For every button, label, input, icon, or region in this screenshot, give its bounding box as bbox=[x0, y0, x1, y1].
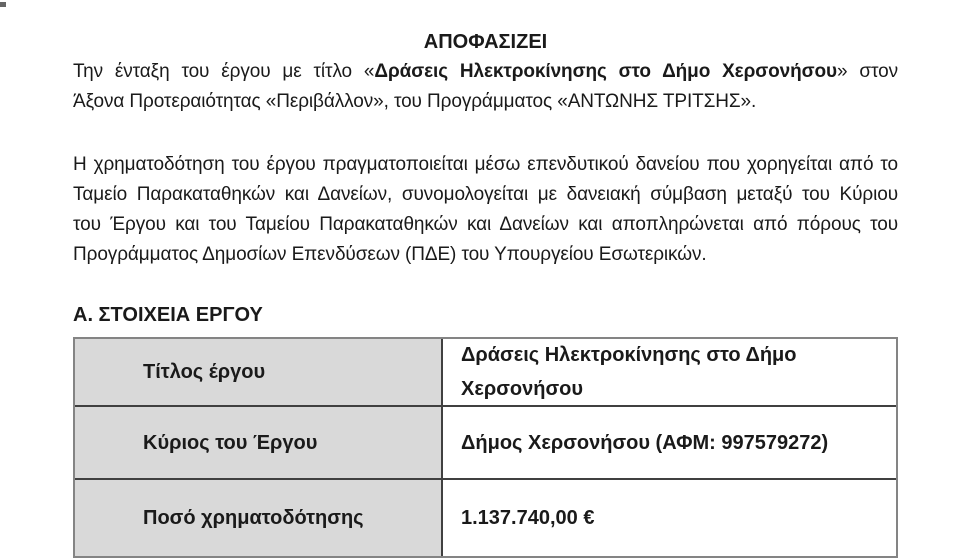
funding-paragraph bbox=[73, 150, 898, 270]
section-heading-project-info: Α. ΣΤΟΙΧΕΙΑ ΕΡΓΟΥ bbox=[73, 304, 263, 326]
row-label-cell bbox=[75, 339, 443, 405]
project-title-bold: Δράσεις Ηλεκτροκίνησης στο Δήμο Χερσονήσου bbox=[374, 61, 837, 82]
project-info-table bbox=[73, 337, 898, 558]
row-label: Ποσό χρηματοδότησης bbox=[143, 507, 364, 529]
row-label-cell bbox=[75, 407, 443, 478]
row-label: Κύριος του Έργου bbox=[143, 431, 318, 454]
row-value-cell bbox=[443, 407, 896, 478]
table-row-project-owner bbox=[75, 407, 896, 480]
row-label-cell bbox=[75, 480, 443, 556]
row-value-cell bbox=[443, 480, 896, 556]
decision-line-post: » στον bbox=[837, 61, 898, 82]
row-value: Δράσεις Ηλεκτροκίνησης στο Δήμο Χερσονήσου bbox=[461, 344, 797, 400]
row-label: Τίτλος έργου bbox=[143, 361, 266, 383]
row-value: 1.137.740,00 € bbox=[461, 507, 595, 529]
decision-line-pre: Την ένταξη του έργου με τίτλο « bbox=[73, 61, 375, 82]
row-value-cell bbox=[443, 339, 896, 405]
table-row-funding-amount bbox=[75, 480, 896, 556]
decision-paragraph bbox=[73, 57, 898, 117]
decision-paragraph-line-1 bbox=[73, 57, 898, 87]
row-value: Δήμος Χερσονήσου (ΑΦΜ: 997579272) bbox=[461, 431, 829, 454]
funding-paragraph-line-4: Προγράμματος Δημοσίων Επενδύσεων (ΠΔΕ) του Υπουργείου Εσωτερικών. bbox=[73, 244, 707, 265]
funding-paragraph-line-1: Η χρηματοδότηση του έργου πραγματοποιείται μέσω επενδυτικού δανείου που χορηγείται από το bbox=[73, 154, 898, 175]
decision-paragraph-line-2: Άξονα Προτεραιότητας «Περιβάλλον», του Προγράμματος «ΑΝΤΩΝΗΣ ΤΡΙΤΣΗΣ». bbox=[73, 91, 757, 112]
scan-artifact bbox=[0, 2, 6, 7]
table-row-project-title bbox=[75, 339, 896, 407]
decision-heading: ΑΠΟΦΑΣΙΖΕΙ bbox=[423, 31, 548, 53]
funding-paragraph-line-3: του Έργου και του Ταμείου Παρακαταθηκών και Δανείων και αποπληρώνεται από πόρους του bbox=[73, 214, 898, 235]
funding-paragraph-line-2: Ταμείο Παρακαταθηκών και Δανείων, συνομολογείται με δανειακή σύμβαση μεταξύ του Κύριου bbox=[73, 184, 898, 205]
